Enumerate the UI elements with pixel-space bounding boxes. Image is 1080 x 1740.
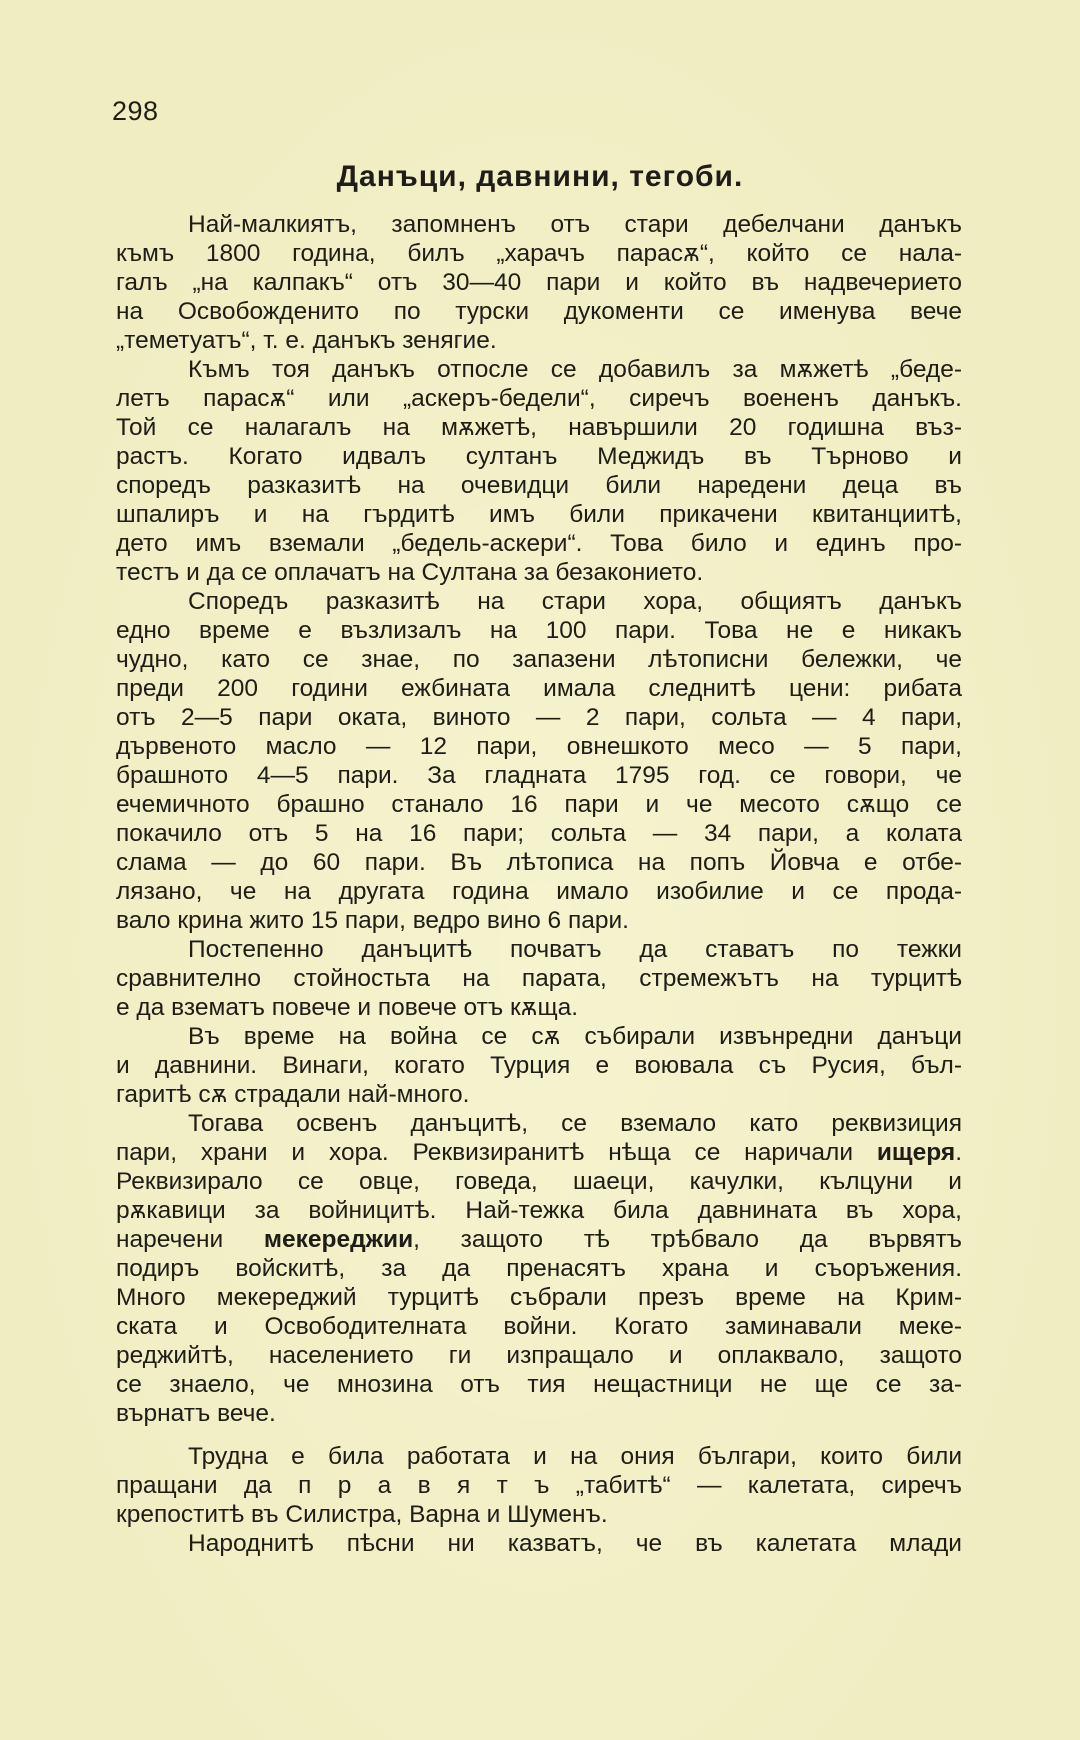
text-line: къмъ 1800 година, билъ „харачъ парасѫ“, който се нала- [116,240,962,267]
text-line: растъ. Когато идвалъ султанъ Меджидъ въ Търново и [116,443,962,470]
text-line: Постепенно данъцитѣ почватъ да ставатъ по тежки [188,936,962,963]
text-line: крепоститѣ въ Силистра, Варна и Шуменъ. [116,1501,608,1528]
text-line: е да взематъ повече и повече отъ кѫща. [116,994,579,1021]
text-line: Народнитѣ пѣсни ни казватъ, че въ калетата млади [188,1530,962,1557]
paragraph [116,1442,962,1529]
text-line: Тогава освенъ данъцитѣ, се вземало като реквизиция [188,1110,962,1137]
text-line: „теметуатъ“, т. е. данъкъ зенягие. [116,327,497,354]
text-line: наречени мекереджии, защото тѣ трѣбвало да вървятъ [116,1226,962,1253]
text-line: шпалиръ и на гърдитѣ имъ били прикачени квитанциитѣ, [116,501,962,528]
text-line: гаритѣ сѫ страдали най-много. [116,1081,470,1108]
paragraph [116,355,962,587]
text-line: Той се налагалъ на мѫжетѣ, навършили 20 годишна въз- [116,414,962,441]
text-line: Много мекереджий турцитѣ събрали презъ време на Крим- [116,1284,962,1311]
page-number: 298 [112,96,159,126]
text-line: Най-малкиятъ, запомненъ отъ стари дебелчани данъкъ [188,211,962,238]
text-line: брашното 4—5 пари. За гладната 1795 год. се говори, че [116,762,962,789]
text-line: подиръ войскитѣ, за да пренасятъ храна и съоръжения. [116,1255,962,1282]
emphasized-term: ищеря [876,1139,956,1166]
text-line: се знаело, че мнозина отъ тия нещастници не ще се за- [116,1371,962,1398]
text-line: дето имъ вземали „бедель-аскери“. Това било и единъ про- [116,530,962,557]
text-line: рѫкавици за войницитѣ. Най-тежка била давнината въ хора, [116,1197,962,1224]
text-line: лязано, че на другата година имало изобилие и се прода- [116,878,962,905]
text-line: на Освобожденито по турски дукоменти се именува вече [116,298,962,325]
text-line: преди 200 години ежбината имала следнитѣ цени: рибата [116,675,962,702]
text-line: реджийтѣ, населението ги изпращало и оплаквало, защото [116,1342,962,1369]
text-line: едно време е възлизалъ на 100 пари. Това не е никакъ [116,617,962,644]
paragraph [116,1022,962,1109]
body-text [116,210,962,1558]
paragraph [116,935,962,1022]
text-line: пращани да п р а в я т ъ „табитѣ“ — калетата, сиречъ [116,1472,962,1499]
text-line: летъ парасѫ“ или „аскеръ-бедели“, сиречъ военeнъ данъкъ. [116,385,962,412]
text-line: върнатъ вече. [116,1400,276,1427]
text-line: ската и Освободителната войни. Когато заминавали меке- [116,1313,962,1340]
text-line: покачило отъ 5 на 16 пари; сольта — 34 пари, а колата [116,820,962,847]
paragraph [116,587,962,935]
paragraph [116,1529,962,1558]
paragraph [116,1109,962,1428]
text-line: отъ 2—5 пари оката, виното — 2 пари, сольта — 4 пари, [116,704,962,731]
text-line: споредъ разказитѣ на очевидци били наредени деца въ [116,472,962,499]
page-title: Данъци, давнини, тегоби. [336,160,744,193]
text-line: Трудна е била работата и на ония българи, които били [188,1443,962,1470]
text-line: пари, храни и хора. Реквизиранитѣ нѣща се наричали ищеря. [116,1139,962,1166]
text-line: дървеното масло — 12 пари, овнешкото месо — 5 пари, [116,733,962,760]
text-line: и давнини. Винаги, когато Турция е воювала съ Русия, бъл- [116,1052,962,1079]
text-line: Къмъ тоя данъкъ отпосле се добавилъ за мѫжетѣ „беде- [188,356,962,383]
text-line: чудно, като се знае, по запазени лѣтописни бележки, че [116,646,962,673]
emphasized-term: мекереджии [263,1226,414,1253]
paragraph [116,210,962,355]
text-line: сравнително стойностьта на парата, стремежътъ на турцитѣ [116,965,962,992]
text-line: Въ време на война се сѫ събирали извънредни данъци [188,1023,962,1050]
text-line: тестъ и да се оплачатъ на Султана за безаконието. [116,559,704,586]
text-line: галъ „на калпакъ“ отъ 30—40 пари и който въ надвечерието [116,269,962,296]
text-line: слама — до 60 пари. Въ лѣтописа на попъ Йовча е отбе- [116,849,962,876]
text-line: Споредъ разказитѣ на стари хора, общиятъ данъкъ [188,588,962,615]
paragraph-gap [116,1428,962,1442]
text-line: вало крина жито 15 пари, ведро вино 6 пари. [116,907,629,934]
text-line: ечемичното брашно станало 16 пари и че месото сѫщо се [116,791,962,818]
text-line: Реквизирало се овце, говеда, шаеци, качулки, кълцуни и [116,1168,962,1195]
